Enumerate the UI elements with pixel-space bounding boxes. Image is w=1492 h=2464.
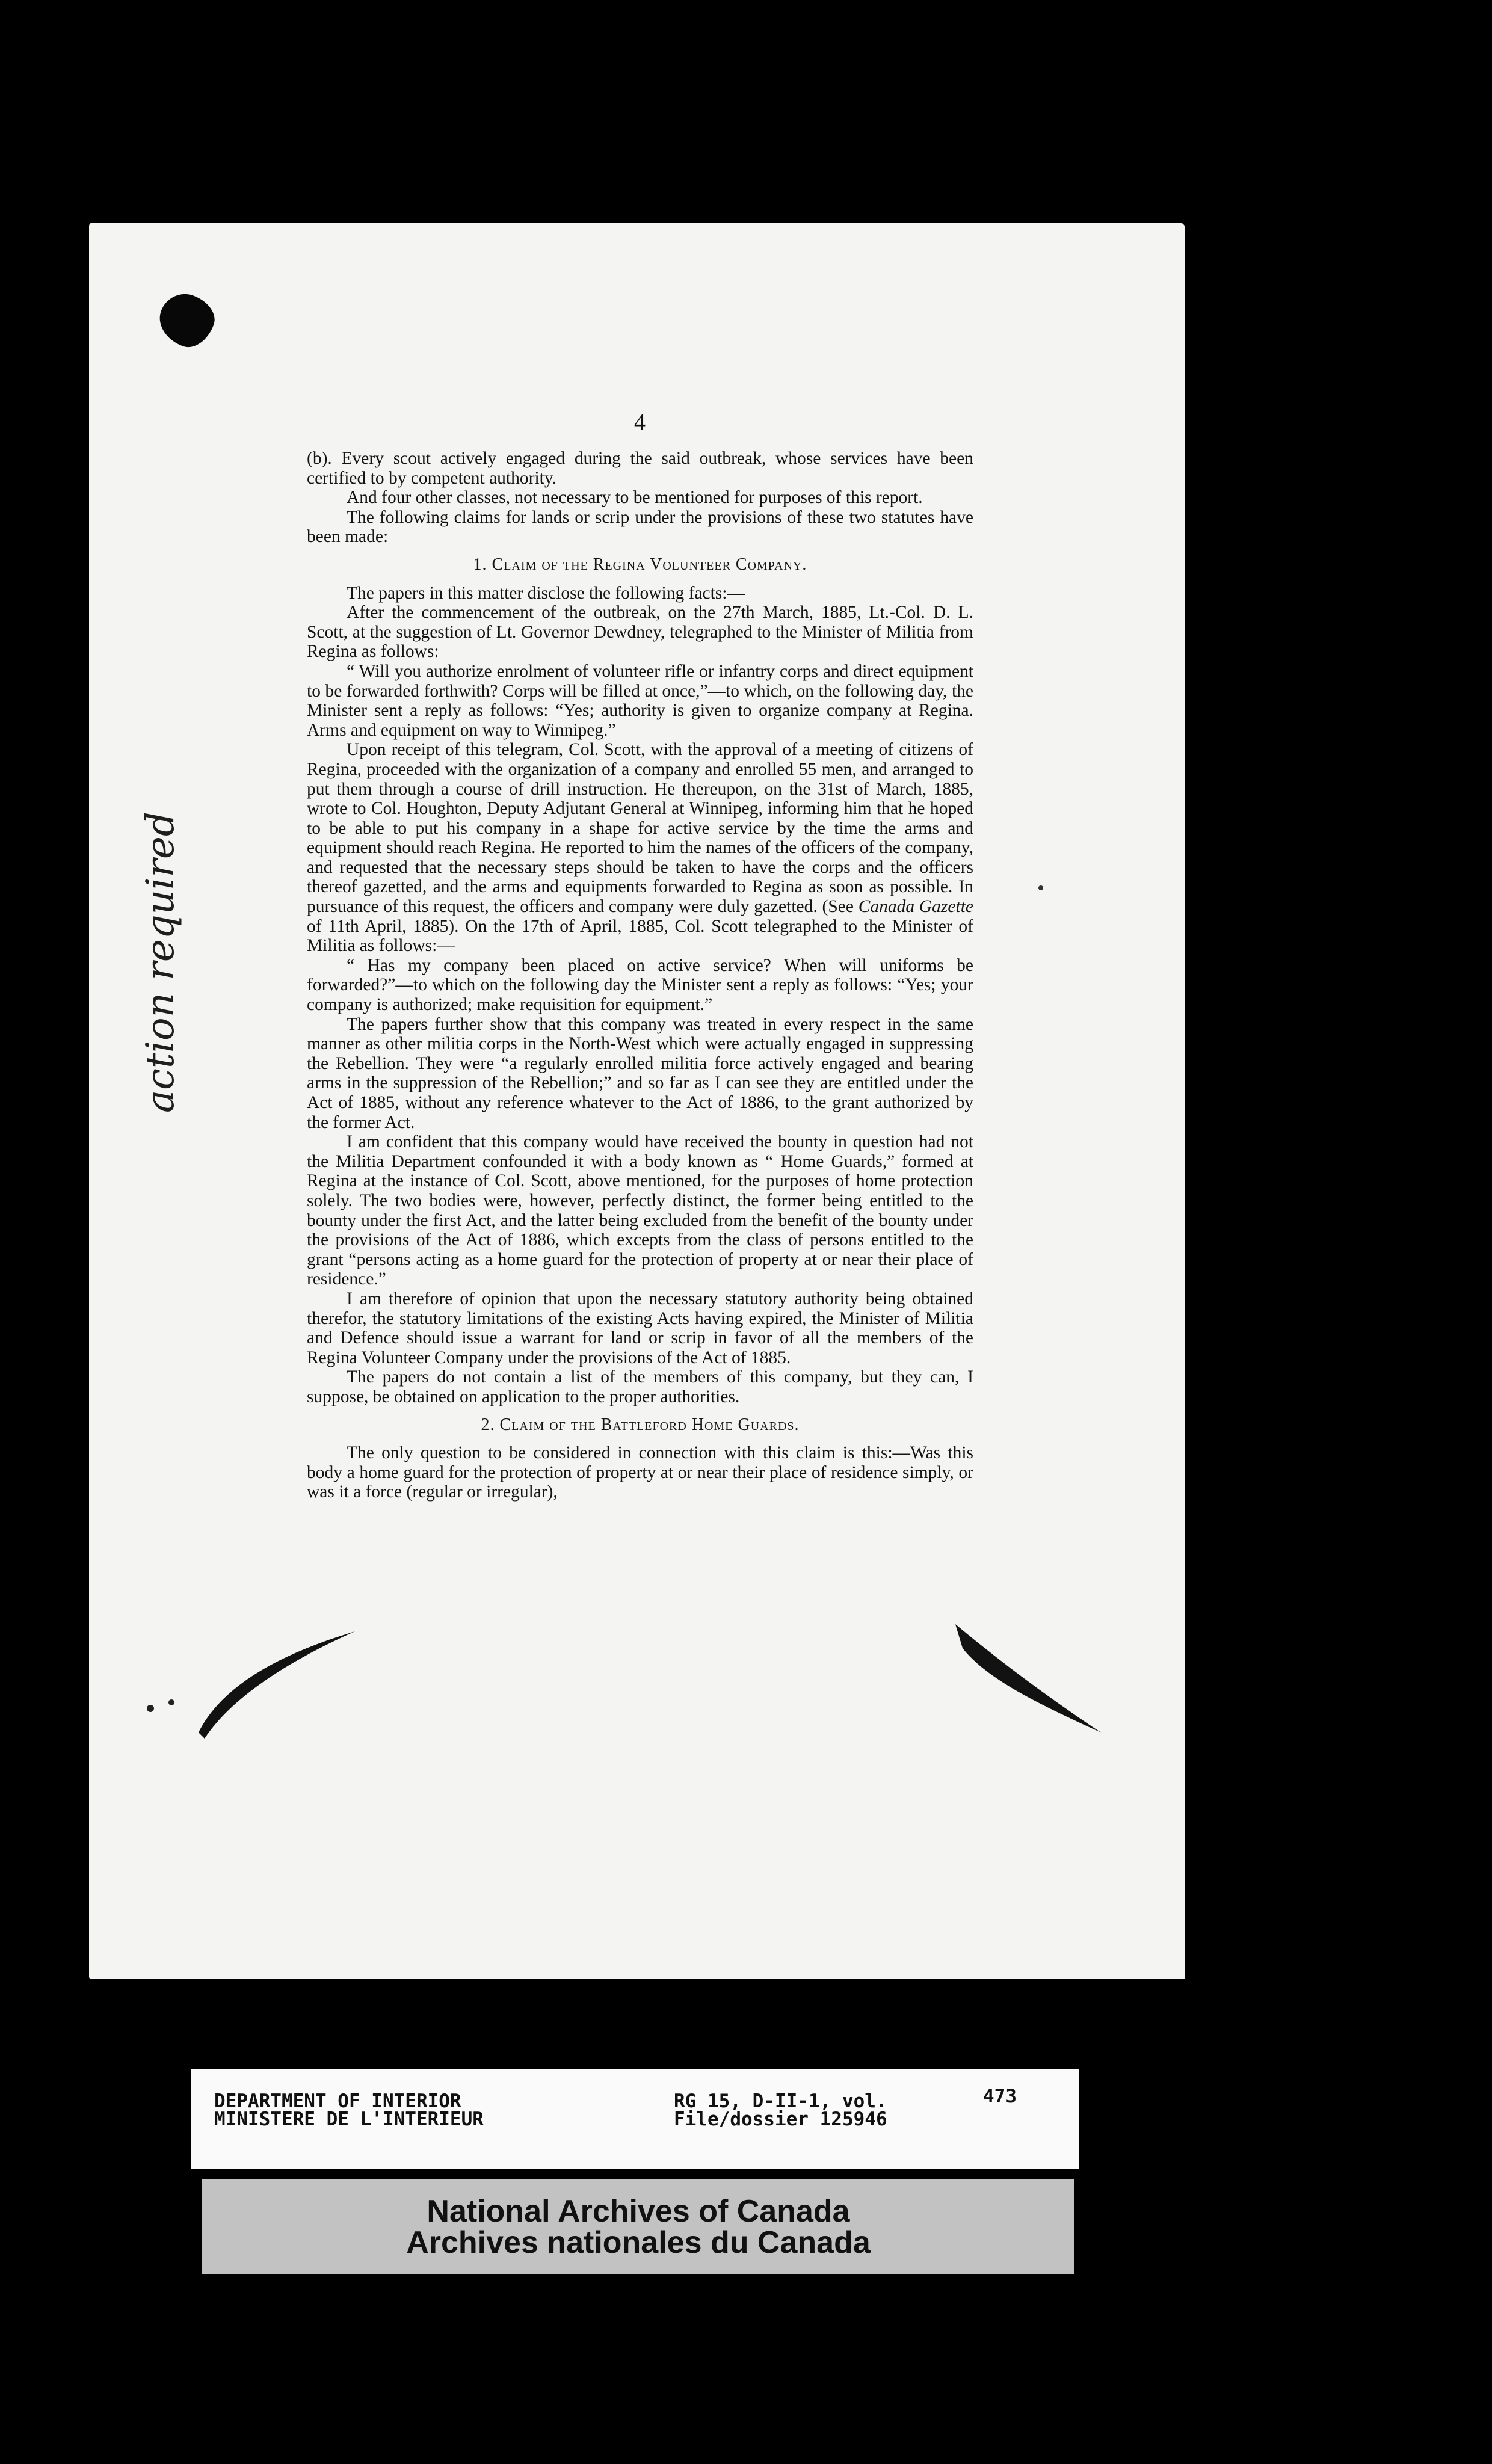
file-number: File/dossier 125946 <box>674 2108 887 2130</box>
section-regina <box>307 584 973 1407</box>
paragraph: The only question to be considered in connection with this claim is this:—Was this body a home guard for the protection of property at or near their place of residence simply, or was it a force (regular or irregular), <box>307 1443 973 1502</box>
department-en: DEPARTMENT OF INTERIOR <box>214 2090 461 2112</box>
document-body <box>307 449 973 1502</box>
archives-name-fr: Archives nationales du Canada <box>406 2225 871 2260</box>
ink-stroke-right <box>955 1624 1101 1732</box>
paragraph: The following claims for lands or scrip under the provisions of these two statutes have been made: <box>307 507 973 547</box>
ink-dot <box>1038 886 1043 890</box>
italic-reference: Canada Gazette <box>858 897 973 917</box>
ink-dot <box>147 1705 154 1712</box>
department-fr: MINISTERE DE L'INTERIEUR <box>214 2108 484 2130</box>
paragraph: The papers in this matter disclose the following facts:— <box>347 583 745 603</box>
archive-reference-label <box>191 2069 1079 2169</box>
paragraph: And four other classes, not necessary to be mentioned for purposes of this report. <box>347 488 923 508</box>
section-battleford <box>307 1443 973 1502</box>
paragraph: The papers do not contain a list of the members of this company, but they can, I suppose, be obtained on application to the proper authorities. <box>307 1367 973 1406</box>
archives-name-en: National Archives of Canada <box>427 2194 850 2229</box>
top-paragraphs <box>307 449 973 547</box>
paragraph: The papers further show that this company was treated in every respect in the same manner as other militia corps in the North-West which were actually engaged in suppressing the Rebellion. They were “a regularly enrolled militia force actively engaged and bearing arms in the suppression of the Rebellion;” and so far as I can see they are entitled under the Act of 1885, without any reference whatever to the Act of 1886, to the grant authorized by the former Act. <box>307 1014 973 1132</box>
volume-number: 473 <box>983 2086 1017 2107</box>
archives-banner <box>202 2179 1074 2274</box>
ink-stroke-left <box>199 1631 355 1739</box>
paragraph: Upon receipt of this telegram, Col. Scott, with the approval of a meeting of citizens of Regina, proceeded with the organization of a company and enrolled 55 men, and arranged to put them through a course of drill instruction. He thereupon, on the 31st of March, 1885, wrote to Col. Houghton, Deputy Adjutant General at Winnipeg, informing him that he hoped to be able to put his company in a shape for active service by the time the arms and equipment should reach Regina. He reported to him the names of the officers of the company, and requested that the necessary steps should be taken to have the corps and the officers thereof gazetted, and the arms and equipments forwarded to Regina as soon as possible. In pursuance of this request, the officers and company were duly gazetted. (See Canada Gazette of 11th April, 1885). On the 17th of April, 1885, Col. Scott telegraphed to the Minister of Militia as follows:— <box>307 740 973 956</box>
paragraph: I am therefore of opinion that upon the necessary statutory authority being obtained therefor, the statutory limitations of the existing Acts having expired, the Minister of Militia and Defence should issue a warrant for land or scrip in favor of all the members of the Regina Volunteer Company under the provisions of the Act of 1885. <box>307 1289 973 1367</box>
paragraph-continuation: of 11th April, 1885). On the 17th of April, 1885, Col. Scott telegraphed to the Minister of Militia as follows:— <box>307 916 973 956</box>
heading-regina-claim: 1. Claim of the Regina Volunteer Company. <box>473 555 807 574</box>
heading-battleford-claim: 2. Claim of the Battleford Home Guards. <box>481 1415 800 1434</box>
page-number: 4 <box>634 410 646 435</box>
paragraph: “ Will you authorize enrolment of volunteer rifle or infantry corps and direct equipment to be forwarded forthwith? Corps will be filled at once,”—to which, on the following day, the Minister sent a reply as follows: “Yes; authority is given to organize company at Regina. Arms and equipment on way to Winnipeg.” <box>307 661 973 740</box>
paragraph: (b). Every scout actively engaged during the said outbreak, whose services have been certified to by competent authority. <box>307 449 973 488</box>
paragraph: “ Has my company been placed on active service? When will uniforms be forwarded?”—to which on the following day the Minister sent a reply as follows: “Yes; your company is authorized; make requisition for equipment.” <box>307 955 973 1015</box>
paragraph: After the commencement of the outbreak, on the 27th March, 1885, Lt.-Col. D. L. Scott, at the suggestion of Lt. Governor Dewdney, telegraphed to the Minister of Militia from Regina as follows: <box>307 603 973 662</box>
ink-dot <box>168 1699 174 1705</box>
paragraph: I am confident that this company would have received the bounty in question had not the Militia Department confounded it with a body known as “ Home Guards,” formed at Regina at the instance of Col. Scott, above mentioned, for the purposes of home protection solely. The two bodies were, however, perfectly distinct, the former being entitled to the bounty under the first Act, and the latter being excluded from the benefit of the bounty under the provisions of the Act of 1886, which excepts from the class of persons entitled to the grant “persons acting as a home guard for the protection of property at or near their place of residence.” <box>307 1132 973 1289</box>
record-group: RG 15, D-II-1, vol. <box>674 2090 887 2112</box>
handwritten-margin-note: action required <box>138 812 183 1113</box>
